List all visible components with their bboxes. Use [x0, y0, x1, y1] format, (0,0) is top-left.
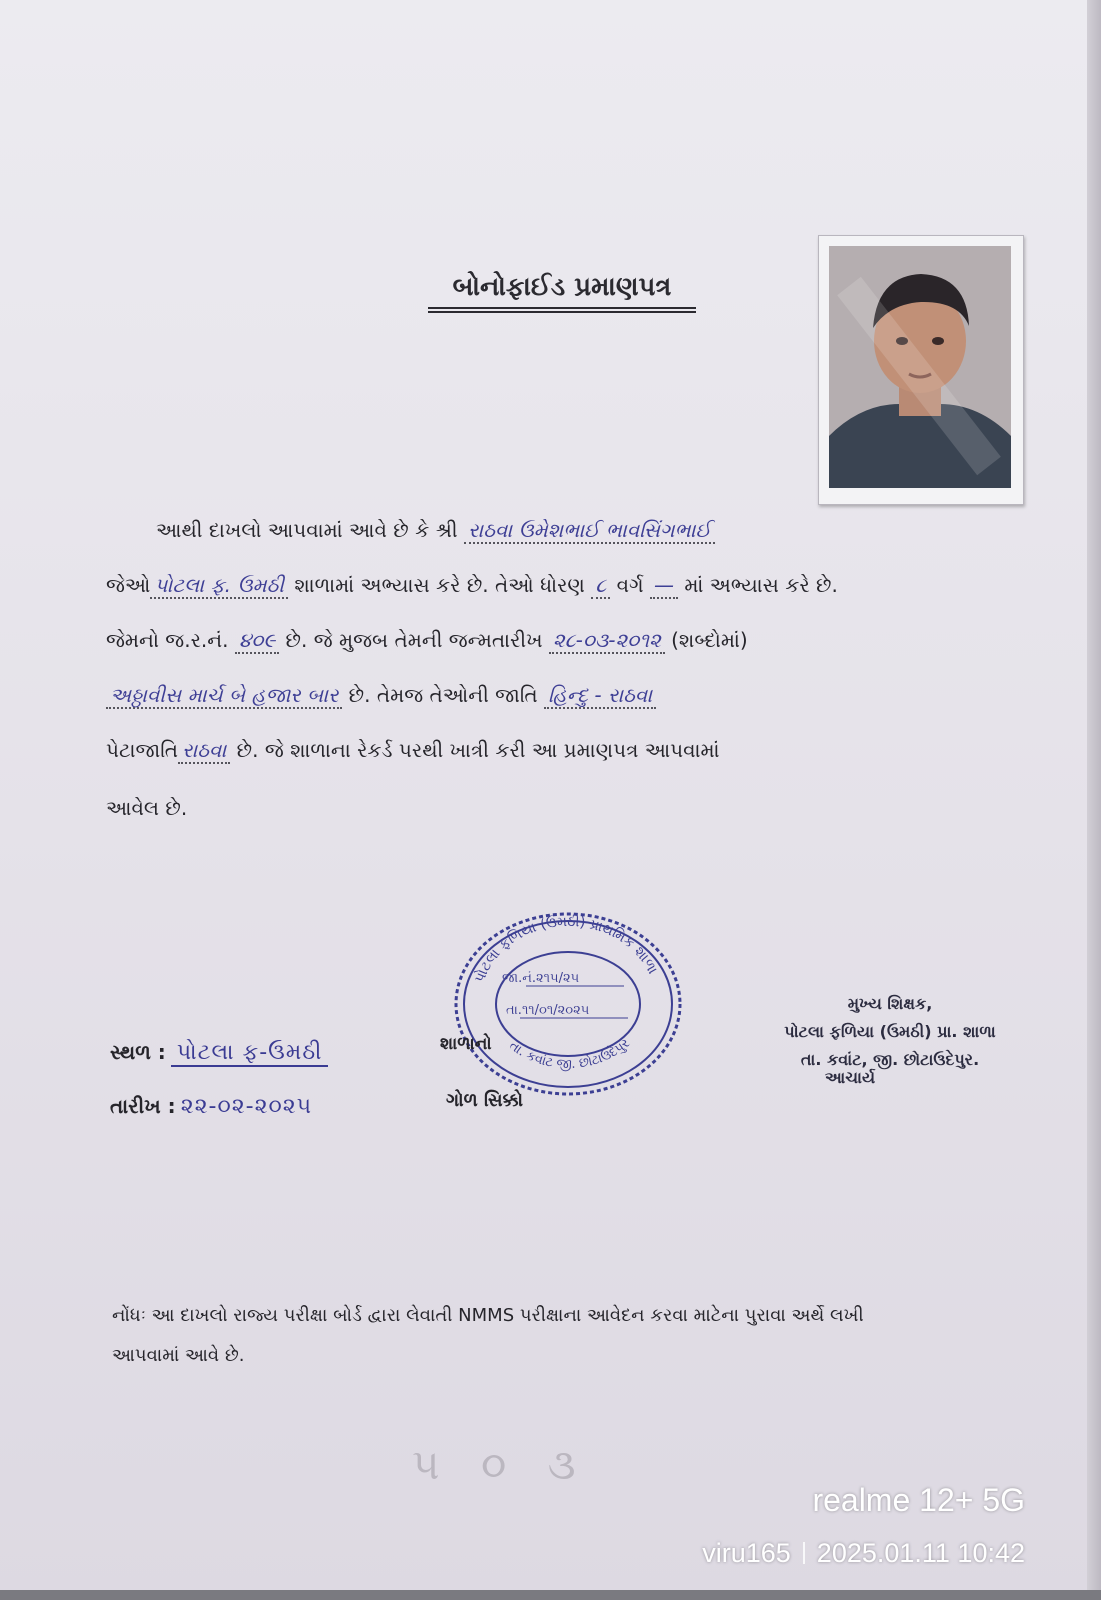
date-label: તારીખ : — [110, 1094, 176, 1118]
body-line-6: આવેલ છે. — [106, 796, 188, 820]
dob-words-fill: અઠ્ઠાવીસ માર્ચ બે હજાર બાર — [106, 683, 342, 709]
line3-mid: છે. જે મુજબ તેમની જન્મતારીખ — [285, 628, 543, 652]
body-line-3 — [106, 625, 1036, 655]
student-photo-frame — [818, 235, 1024, 505]
body-line-1 — [156, 515, 1086, 545]
body-line-4 — [106, 680, 1036, 710]
camera-user: viru165 — [702, 1538, 791, 1568]
line5-prefix: પેટાજાતિ — [106, 738, 179, 762]
faint-pencil-mark: ૫ ૦ ૩ — [412, 1440, 590, 1489]
place-row — [110, 1040, 328, 1065]
stamp-no-value: ૨૧૫/૨૫ — [536, 971, 580, 986]
camera-timestamp: 2025.01.11 10:42 — [816, 1538, 1025, 1568]
standard-fill: ૮ — [591, 573, 610, 599]
svg-text:તા.૧૧/૦૧/૨૦૨૫ — [506, 1003, 590, 1018]
line1-prefix: આથી દાખલો આપવામાં આવે છે કે શ્રી — [156, 518, 458, 542]
stamp-note: ગોળ સિક્કો — [446, 1090, 523, 1111]
division-fill: — — [650, 573, 678, 599]
certificate-title: બોનોફાઈડ પ્રમાણપત્ર — [428, 272, 696, 309]
stamp-bottom-text: તા. કવાંટ જી. છોટાઉદેપુર — [506, 1036, 634, 1073]
stamp-note-top: શાળાનો — [440, 1034, 492, 1054]
school-stamp — [448, 906, 688, 1102]
student-name-fill: રાઠવા ઉમેશભાઈ ભાવસિંગભાઈ — [464, 518, 715, 544]
body-line-2 — [106, 570, 1036, 600]
camera-meta-watermark — [702, 1538, 1025, 1569]
paper-edge-shadow — [1087, 0, 1101, 1600]
line2-suffix: માં અભ્યાસ કરે છે. — [684, 573, 838, 597]
dob-fill: ૨૮-૦૩-૨૦૧૨ — [549, 628, 665, 654]
line3-prefix: જેમનો જ.ર.નં. — [106, 628, 229, 652]
date-value: ૨૨-૦૨-૨૦૨૫ — [180, 1094, 313, 1119]
place-label: સ્થળ : — [110, 1040, 166, 1064]
signature-line-3: તા. કવાંટ, જી. છોટાઉદેપુર. — [800, 1050, 980, 1069]
line2-mid2: વર્ગ — [616, 573, 644, 597]
signature-block — [740, 990, 1040, 1092]
svg-text:જા.નં.૨૧૫/૨૫ — [502, 971, 580, 986]
line4-mid: છે. તેમજ તેઓની જાતિ — [348, 683, 538, 707]
school-fill: પોટલા ફ. ઉમઠી — [150, 573, 288, 599]
place-value: પોટલા ફ-ઉમઠી — [171, 1040, 329, 1067]
footnote-line-1: નોંધઃ આ દાખલો રાજ્ય પરીક્ષા બોર્ડ દ્વારા લેવાતી NMMS પરીક્ષાના આવેદન કરવા માટેના પુરાવા અર્થે લખી — [112, 1305, 864, 1326]
footnote-line-2: આપવામાં આવે છે. — [112, 1345, 245, 1366]
student-photo-illustration — [829, 246, 1011, 488]
stamp-date-label: તા. — [506, 1003, 522, 1018]
svg-text:તા. કવાંટ જી. છોટાઉદેપુર — [506, 1036, 633, 1072]
date-row — [110, 1094, 312, 1119]
signature-line-2: પોટલા ફળિયા (ઉમઠી) પ્રા. શાળા — [784, 1022, 996, 1041]
bottom-strip — [0, 1590, 1101, 1600]
body-line-5 — [106, 735, 1036, 765]
gr-number-fill: ૪૦૯ — [235, 628, 279, 654]
student-photo — [829, 246, 1011, 488]
line3-suffix: (શબ્દોમાં) — [671, 628, 748, 652]
caste-fill: હિન્દુ - રાઠવા — [544, 683, 656, 709]
signature-line-1: મુખ્ય શિક્ષક, — [847, 994, 933, 1013]
line2-prefix: જેઓ — [106, 573, 151, 597]
stamp-no-label: જા.નં. — [502, 971, 537, 986]
subcaste-fill: રાઠવા — [178, 738, 230, 764]
stamp-ring-text: પોટલા ફળિયા (ઉમઠી) પ્રાથમિક શાળા — [471, 913, 661, 985]
school-stamp-seal — [448, 906, 688, 1102]
stamp-date-value: ૧૧/૦૧/૨૦૨૫ — [521, 1003, 590, 1018]
watermark-separator — [803, 1542, 805, 1564]
line2-mid: શાળામાં અભ્યાસ કરે છે. તેઓ ધોરણ — [294, 573, 585, 597]
signature-line-4: આચાર્ય — [824, 1068, 876, 1087]
line5-suffix: છે. જે શાળાના રેકર્ડ પરથી ખાત્રી કરી આ પ્રમાણપત્ર આપવામાં — [236, 738, 720, 762]
footnote — [112, 1296, 1012, 1376]
camera-model-watermark: realme 12+ 5G — [812, 1482, 1025, 1518]
